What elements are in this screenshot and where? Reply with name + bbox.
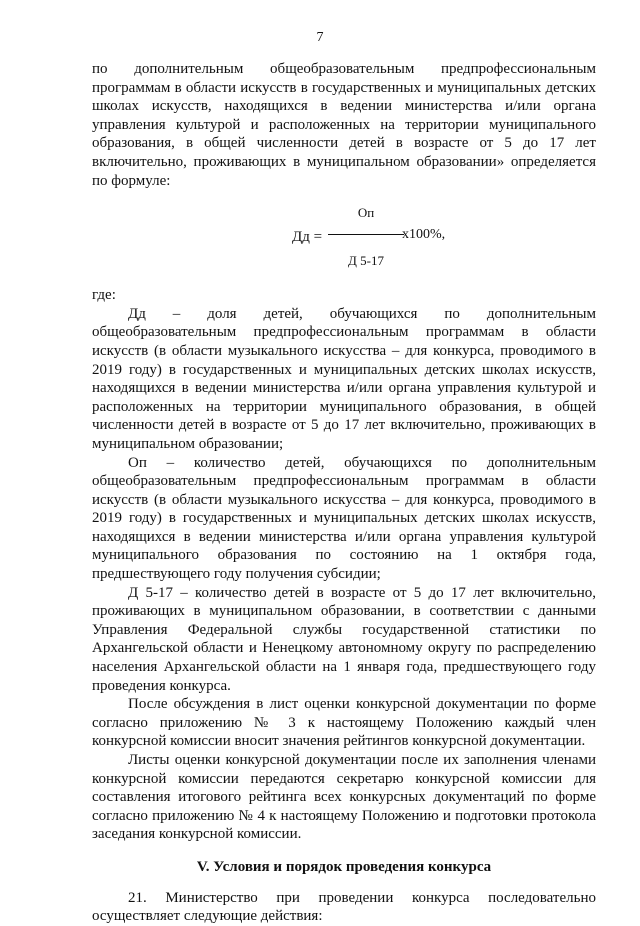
definition-count: Оп – количество детей, обучающихся по дополнительным общеобразовательным предпрофессиональным программам в области искусств (в области музыкального искусства – для конкурса, проводимого в 2019 году) в государственных и муниципальных детских школах искусств, находящихся в ведении министерства и/или органа управления культурой муниципального образования по состоянию на 1 октября года, предшествующего году получения субсидии; [92, 454, 596, 583]
formula-numerator: Оп [357, 205, 375, 221]
formula-multiplier: х100%, [402, 227, 446, 243]
where-label: где: [92, 287, 116, 304]
page-number: 7 [316, 30, 324, 45]
definition-children: Д 5-17 – количество детей в возрасте от 5 до 17 лет включительно, проживающих в муниципальном образовании, в соответствии с данными Управления Федеральной службы государственной статистики по Архангельской области и Ненецкому автономному округу по распределению населения Архангельской области на 1 января года, предшествующего году проведения конкурса. [92, 584, 596, 694]
formula-lhs: Дд = [292, 229, 323, 246]
paragraph-evaluation-sheet: После обсуждения в лист оценки конкурсной документации по форме согласно приложению № 3 к настоящему Положению каждый член конкурсной комиссии вносит значения рейтингов конкурсной документации. [92, 696, 596, 750]
section-heading: V. Условия и порядок проведения конкурса [196, 858, 492, 875]
clause-21: 21. Министерство при проведении конкурса последовательно осуществляет следующие действия: [92, 889, 596, 925]
definition-share: Дд – доля детей, обучающихся по дополнительным общеобразовательным предпрофессиональным программам в области искусств (в области музыкального искусства – для конкурса, проводимого в 2019 году) в государственных и муниципальных детских школах искусств, находящихся в ведении министерства и/или органа управления культурой и расположенных на территории муниципального образования, в общей численности детей в возрасте от 5 до 17 лет включительно, проживающих в муниципальном образовании; [92, 305, 596, 452]
document-body [92, 60, 596, 926]
formula [92, 192, 596, 280]
fraction-bar [328, 234, 404, 235]
formula-denominator: Д 5-17 [348, 253, 384, 269]
intro-paragraph: по дополнительным общеобразовательным предпрофессиональным программам в области искусств в государственных и муниципальных детских школах искусств, находящихся в ведении министерства и/или органа управления культурой и расположенных на территории муниципального образования, в общей численности детей в возрасте от 5 до 17 лет включительно, проживающих в муниципальном образовании» определяется по формуле: [92, 61, 596, 189]
paragraph-evaluation-sheets: Листы оценки конкурсной документации после их заполнения членами конкурсной комиссии передаются секретарю конкурсной комиссии для составления итогового рейтинга всех конкурсных документаций по форме согласно приложению № 4 к настоящему Положению и подготовки протокола заседания конкурсной комиссии. [92, 752, 596, 843]
